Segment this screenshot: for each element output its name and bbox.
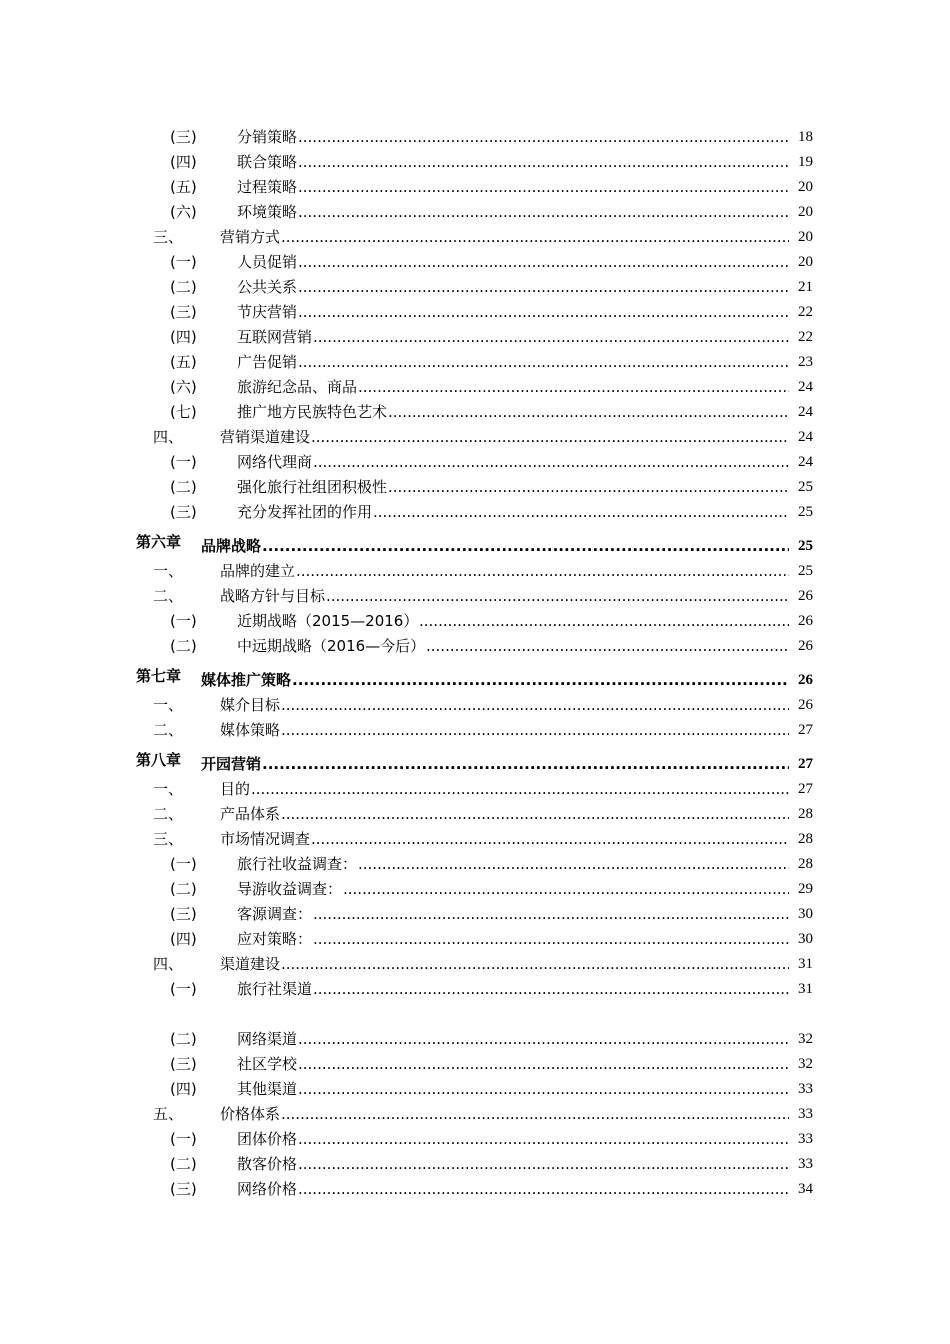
toc-entry[interactable] bbox=[0, 777, 950, 802]
toc-entry[interactable] bbox=[0, 175, 950, 200]
toc-entry-number: (五) bbox=[170, 178, 197, 196]
toc-entry-title: 联合策略 bbox=[237, 150, 298, 175]
toc-leader-dots bbox=[343, 877, 789, 902]
toc-leader-dots bbox=[281, 718, 789, 743]
toc-entry-title: 营销方式 bbox=[220, 225, 281, 250]
toc-entry[interactable] bbox=[0, 1177, 950, 1202]
toc-entry-title: 中远期战略（2016—今后） bbox=[237, 634, 426, 659]
toc-entry-page: 25 bbox=[789, 529, 813, 563]
toc-entry-page: 25 bbox=[789, 475, 813, 500]
toc-entry[interactable] bbox=[0, 200, 950, 225]
toc-entry-title: 社区学校 bbox=[237, 1052, 298, 1077]
toc-leader-dots bbox=[298, 250, 789, 275]
toc-entry[interactable] bbox=[0, 425, 950, 450]
toc-entry-number: (二) bbox=[170, 880, 197, 898]
toc-entry-title: 强化旅行社组团积极性 bbox=[237, 475, 388, 500]
toc-entry[interactable] bbox=[0, 977, 950, 1002]
toc-entry-page: 33 bbox=[789, 1152, 813, 1177]
toc-entry-number: (七) bbox=[170, 403, 197, 421]
toc-entry-title: 网络渠道 bbox=[237, 1027, 298, 1052]
toc-entry-number: (四) bbox=[170, 930, 197, 948]
table-of-contents bbox=[0, 125, 950, 1202]
toc-leader-dots bbox=[298, 1052, 789, 1077]
toc-entry-number: (六) bbox=[170, 203, 197, 221]
toc-entry-number: (二) bbox=[170, 1155, 197, 1173]
toc-entry-title: 品牌的建立 bbox=[220, 559, 296, 584]
toc-entry[interactable] bbox=[0, 475, 950, 500]
toc-entry-page: 31 bbox=[789, 977, 813, 1002]
toc-entry-number: (四) bbox=[170, 1080, 197, 1098]
toc-entry-title: 网络价格 bbox=[237, 1177, 298, 1202]
toc-entry-title: 导游收益调查： bbox=[237, 877, 343, 902]
toc-entry-page: 20 bbox=[789, 225, 813, 250]
toc-leader-dots bbox=[298, 300, 789, 325]
toc-entry-number: 三、 bbox=[153, 830, 184, 848]
toc-leader-dots bbox=[298, 275, 789, 300]
toc-chapter-entry[interactable] bbox=[0, 659, 950, 693]
toc-entry-number: (三) bbox=[170, 128, 197, 146]
toc-entry-number: (六) bbox=[170, 378, 197, 396]
toc-entry-page: 25 bbox=[789, 559, 813, 584]
toc-leader-dots bbox=[358, 852, 789, 877]
toc-entry-page: 28 bbox=[789, 852, 813, 877]
toc-leader-dots bbox=[298, 150, 789, 175]
toc-entry-page: 33 bbox=[789, 1102, 813, 1127]
toc-leader-dots bbox=[388, 475, 789, 500]
toc-chapter-entry[interactable] bbox=[0, 743, 950, 777]
toc-entry-page: 28 bbox=[789, 802, 813, 827]
toc-leader-dots bbox=[298, 125, 789, 150]
toc-entry-page: 26 bbox=[789, 584, 813, 609]
toc-entry-number: (三) bbox=[170, 905, 197, 923]
toc-leader-dots bbox=[311, 425, 789, 450]
toc-entry[interactable] bbox=[0, 609, 950, 634]
toc-entry-title: 分销策略 bbox=[237, 125, 298, 150]
toc-entry-number: (三) bbox=[170, 303, 197, 321]
toc-leader-dots bbox=[281, 1102, 789, 1127]
toc-entry-title: 团体价格 bbox=[237, 1127, 298, 1152]
toc-leader-dots bbox=[298, 1127, 789, 1152]
toc-entry-number: 一、 bbox=[153, 562, 184, 580]
toc-entry[interactable] bbox=[0, 1102, 950, 1127]
toc-leader-dots bbox=[281, 693, 789, 718]
toc-entry-title: 媒体策略 bbox=[220, 718, 281, 743]
toc-entry-number: 一、 bbox=[153, 696, 184, 714]
toc-leader-dots bbox=[251, 777, 789, 802]
toc-leader-dots bbox=[281, 225, 789, 250]
toc-leader-dots bbox=[313, 325, 789, 350]
toc-entry-number: 第六章 bbox=[136, 533, 182, 551]
toc-entry-title: 媒体推广策略 bbox=[201, 663, 292, 697]
toc-leader-dots bbox=[419, 609, 789, 634]
toc-entry[interactable] bbox=[0, 300, 950, 325]
toc-leader-dots bbox=[262, 529, 789, 563]
toc-entry[interactable] bbox=[0, 350, 950, 375]
toc-entry[interactable] bbox=[0, 400, 950, 425]
toc-chapter-entry[interactable] bbox=[0, 525, 950, 559]
toc-entry-page: 27 bbox=[789, 777, 813, 802]
toc-entry-number: (三) bbox=[170, 503, 197, 521]
toc-leader-dots bbox=[281, 952, 789, 977]
toc-leader-dots bbox=[262, 747, 789, 781]
toc-entry-title: 旅行社收益调查： bbox=[237, 852, 358, 877]
toc-entry-title: 充分发挥社团的作用 bbox=[237, 500, 373, 525]
toc-leader-dots bbox=[313, 450, 789, 475]
toc-entry-page: 18 bbox=[789, 125, 813, 150]
toc-entry-number: 五、 bbox=[153, 1105, 184, 1123]
toc-entry-number: 二、 bbox=[153, 721, 184, 739]
toc-entry-number: (一) bbox=[170, 855, 197, 873]
toc-entry-title: 过程策略 bbox=[237, 175, 298, 200]
toc-entry[interactable] bbox=[0, 559, 950, 584]
toc-leader-dots bbox=[292, 663, 789, 697]
toc-entry[interactable] bbox=[0, 927, 950, 952]
toc-entry[interactable] bbox=[0, 877, 950, 902]
toc-entry-page: 28 bbox=[789, 827, 813, 852]
toc-entry-title: 营销渠道建设 bbox=[220, 425, 311, 450]
toc-entry-number: (二) bbox=[170, 637, 197, 655]
toc-entry-page: 30 bbox=[789, 902, 813, 927]
toc-entry-title: 战略方针与目标 bbox=[220, 584, 326, 609]
toc-entry[interactable] bbox=[0, 634, 950, 659]
toc-entry-number: 三、 bbox=[153, 228, 184, 246]
toc-entry-page: 26 bbox=[789, 634, 813, 659]
toc-entry[interactable] bbox=[0, 852, 950, 877]
toc-entry-page: 19 bbox=[789, 150, 813, 175]
toc-entry-page: 20 bbox=[789, 175, 813, 200]
toc-entry-number: (一) bbox=[170, 612, 197, 630]
toc-entry-page: 23 bbox=[789, 350, 813, 375]
toc-entry-title: 人员促销 bbox=[237, 250, 298, 275]
toc-entry-page: 26 bbox=[789, 609, 813, 634]
toc-leader-dots bbox=[298, 1152, 789, 1177]
toc-entry-page: 26 bbox=[789, 663, 813, 697]
toc-leader-dots bbox=[298, 1027, 789, 1052]
toc-entry-title: 客源调查： bbox=[237, 902, 313, 927]
toc-entry-title: 推广地方民族特色艺术 bbox=[237, 400, 388, 425]
toc-entry-number: 第七章 bbox=[136, 667, 182, 685]
toc-entry-title: 媒介目标 bbox=[220, 693, 281, 718]
toc-entry-page: 22 bbox=[789, 325, 813, 350]
toc-entry-title: 市场情况调查 bbox=[220, 827, 311, 852]
toc-leader-dots bbox=[298, 175, 789, 200]
toc-entry[interactable] bbox=[0, 150, 950, 175]
toc-entry-number: 四、 bbox=[153, 428, 184, 446]
toc-leader-dots bbox=[313, 902, 789, 927]
toc-entry-number: (三) bbox=[170, 1055, 197, 1073]
toc-entry-page: 26 bbox=[789, 693, 813, 718]
toc-entry-page: 20 bbox=[789, 200, 813, 225]
toc-entry-page: 27 bbox=[789, 718, 813, 743]
toc-entry[interactable] bbox=[0, 827, 950, 852]
toc-entry-page: 30 bbox=[789, 927, 813, 952]
toc-entry[interactable] bbox=[0, 902, 950, 927]
toc-entry-number: (二) bbox=[170, 478, 197, 496]
toc-entry[interactable] bbox=[0, 584, 950, 609]
toc-entry-number: (二) bbox=[170, 1030, 197, 1048]
toc-entry-number: (四) bbox=[170, 153, 197, 171]
toc-entry[interactable] bbox=[0, 693, 950, 718]
toc-entry-title: 广告促销 bbox=[237, 350, 298, 375]
toc-entry-page: 24 bbox=[789, 375, 813, 400]
toc-leader-dots bbox=[296, 559, 789, 584]
toc-entry[interactable] bbox=[0, 450, 950, 475]
toc-leader-dots bbox=[298, 350, 789, 375]
toc-entry[interactable] bbox=[0, 1127, 950, 1152]
toc-entry-page: 29 bbox=[789, 877, 813, 902]
toc-entry-page: 27 bbox=[789, 747, 813, 781]
toc-entry-title: 旅游纪念品、商品 bbox=[237, 375, 358, 400]
toc-entry[interactable] bbox=[0, 1152, 950, 1177]
toc-entry-title: 品牌战略 bbox=[201, 529, 262, 563]
toc-entry[interactable] bbox=[0, 250, 950, 275]
toc-spacer bbox=[0, 1002, 950, 1027]
toc-entry-title: 旅行社渠道 bbox=[237, 977, 313, 1002]
toc-entry-title: 网络代理商 bbox=[237, 450, 313, 475]
toc-entry[interactable] bbox=[0, 952, 950, 977]
toc-entry-number: (一) bbox=[170, 253, 197, 271]
toc-entry-number: 一、 bbox=[153, 780, 184, 798]
toc-entry-title: 节庆营销 bbox=[237, 300, 298, 325]
toc-leader-dots bbox=[311, 827, 789, 852]
toc-entry-title: 其他渠道 bbox=[237, 1077, 298, 1102]
toc-entry-page: 20 bbox=[789, 250, 813, 275]
toc-entry-title: 产品体系 bbox=[220, 802, 281, 827]
toc-entry[interactable] bbox=[0, 125, 950, 150]
toc-entry[interactable] bbox=[0, 802, 950, 827]
toc-entry-page: 24 bbox=[789, 400, 813, 425]
toc-entry[interactable] bbox=[0, 275, 950, 300]
toc-entry-number: 第八章 bbox=[136, 751, 182, 769]
toc-entry[interactable] bbox=[0, 718, 950, 743]
toc-entry[interactable] bbox=[0, 375, 950, 400]
toc-entry-page: 24 bbox=[789, 425, 813, 450]
toc-entry-title: 近期战略（2015—2016） bbox=[237, 609, 419, 634]
toc-entry[interactable] bbox=[0, 325, 950, 350]
toc-leader-dots bbox=[298, 200, 789, 225]
toc-entry-number: 二、 bbox=[153, 805, 184, 823]
toc-entry[interactable] bbox=[0, 500, 950, 525]
toc-entry-page: 21 bbox=[789, 275, 813, 300]
toc-entry-page: 33 bbox=[789, 1077, 813, 1102]
toc-entry-title: 互联网营销 bbox=[237, 325, 313, 350]
toc-entry[interactable] bbox=[0, 1052, 950, 1077]
toc-leader-dots bbox=[281, 802, 789, 827]
toc-leader-dots bbox=[298, 1177, 789, 1202]
toc-leader-dots bbox=[426, 634, 789, 659]
toc-leader-dots bbox=[326, 584, 789, 609]
toc-entry-title: 目的 bbox=[220, 777, 251, 802]
toc-leader-dots bbox=[313, 927, 789, 952]
toc-entry-number: (一) bbox=[170, 980, 197, 998]
toc-entry-title: 渠道建设 bbox=[220, 952, 281, 977]
toc-entry-page: 31 bbox=[789, 952, 813, 977]
toc-entry-page: 32 bbox=[789, 1052, 813, 1077]
toc-entry-number: (五) bbox=[170, 353, 197, 371]
toc-entry-page: 32 bbox=[789, 1027, 813, 1052]
toc-entry-number: (一) bbox=[170, 1130, 197, 1148]
toc-leader-dots bbox=[388, 400, 789, 425]
toc-entry[interactable] bbox=[0, 225, 950, 250]
toc-entry-page: 25 bbox=[789, 500, 813, 525]
toc-entry-number: (一) bbox=[170, 453, 197, 471]
toc-leader-dots bbox=[358, 375, 789, 400]
toc-entry-page: 22 bbox=[789, 300, 813, 325]
toc-leader-dots bbox=[313, 977, 789, 1002]
toc-leader-dots bbox=[298, 1077, 789, 1102]
toc-entry-page: 24 bbox=[789, 450, 813, 475]
toc-entry-number: 二、 bbox=[153, 587, 184, 605]
toc-entry-number: (三) bbox=[170, 1180, 197, 1198]
toc-entry-number: (四) bbox=[170, 328, 197, 346]
toc-entry-title: 公共关系 bbox=[237, 275, 298, 300]
toc-entry-title: 开园营销 bbox=[201, 747, 262, 781]
toc-entry-number: (二) bbox=[170, 278, 197, 296]
toc-entry[interactable] bbox=[0, 1077, 950, 1102]
toc-entry-title: 散客价格 bbox=[237, 1152, 298, 1177]
toc-entry-title: 价格体系 bbox=[220, 1102, 281, 1127]
toc-entry-page: 34 bbox=[789, 1177, 813, 1202]
toc-entry[interactable] bbox=[0, 1027, 950, 1052]
toc-leader-dots bbox=[373, 500, 789, 525]
toc-entry-title: 应对策略： bbox=[237, 927, 313, 952]
toc-entry-title: 环境策略 bbox=[237, 200, 298, 225]
toc-entry-number: 四、 bbox=[153, 955, 184, 973]
toc-entry-page: 33 bbox=[789, 1127, 813, 1152]
